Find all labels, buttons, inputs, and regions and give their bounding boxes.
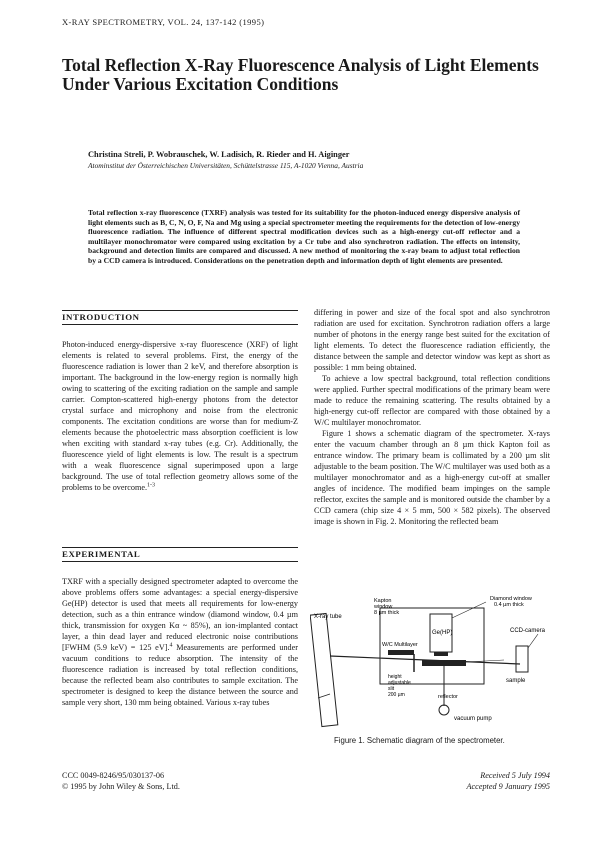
ccc-code: CCC 0049-8246/95/030137-06 — [62, 771, 165, 780]
detector-window — [434, 652, 448, 656]
multilayer-shape — [388, 650, 414, 655]
right-para-2: To achieve a low spectral background, total reflection conditions were applied. Further spectral modifications of the primary beam were made to reduce the remaining scattering. The results obtained by a high-energy cut-off reflector are compared with those obtained by a W/C multilayer monochromator. — [314, 374, 550, 427]
reflector-shape — [422, 660, 466, 666]
section-heading-experimental: EXPERIMENTAL — [62, 547, 298, 562]
left-column — [62, 310, 298, 493]
xray-tube-shape — [310, 613, 338, 726]
received-date: Received 5 July 1994 — [480, 771, 550, 780]
leader-ccd — [528, 634, 538, 648]
footer-left — [62, 770, 180, 792]
label-height-slit: height adjustable slit 200 µm — [388, 674, 411, 698]
experimental-block — [62, 547, 298, 708]
right-para-3: Figure 1 shows a schematic diagram of the spectrometer. X-rays enter the vacuum chamber through an 8 µm thick Kapton foil as entrance window. The primary beam is collimated by a 200 µm slit adjustable to the beam position. The W/C multilayer was used both as a multilayer monochromator and as a high-energy cut-off at smaller angles of incidence. The modified beam impinges on the sample reflector, excites the sample and is monitored outside the chamber by a CCD camera (chip size 4 × 5 mm, 500 × 582 pixels). The observed image is shown in Fig. 2. Monitoring the reflected beam — [314, 429, 550, 526]
introduction-body: Photon-induced energy-dispersive x-ray fluorescence (XRF) of light elements is related to several problems. First, the energy of the fluorescence radiation is lower than 2 keV, and therefore absorption is important. The background in the low-energy region is normally high owing to scattering of the exciting radiation on the sample and sample carrier. Compton-scattered high-energy photons from the detector crystal surface and microphony and noise from the electronic components. The excitation conditions are worse than for medium-Z elements because the photoelectric mass absorption coefficient is low when exciting with standard x-ray tubes (e.g. Cr). Additionally, the fluorescence yield of light elements is low. The result is a spectrum with a weak fluorescence signal superimposed upon a large background. The use of total reflection geometry allows some of the problems to be overcome. — [62, 340, 298, 492]
label-ccd-camera: CCD-camera — [510, 628, 546, 634]
right-column — [314, 307, 550, 527]
introduction-ref: 1-3 — [147, 482, 156, 489]
vacuum-pump-shape — [439, 705, 449, 715]
accepted-date: Accepted 9 January 1995 — [466, 782, 550, 791]
label-xray-tube: X-ray tube — [314, 614, 342, 620]
label-wc-multilayer: W/C Multilayer — [382, 642, 418, 648]
xray-tube-detail — [318, 694, 330, 698]
label-gehp: Ge(HP) — [432, 630, 453, 636]
label-sample: sample — [506, 678, 526, 684]
section-heading-introduction: INTRODUCTION — [62, 310, 298, 325]
figure-1-caption: Figure 1. Schematic diagram of the spectrometer. — [334, 736, 505, 745]
ccd-camera-shape — [516, 646, 528, 672]
label-diamond-window: Diamond window 0.4 µm thick — [490, 596, 532, 608]
experimental-text — [62, 576, 298, 708]
footer-right — [410, 770, 550, 792]
experimental-ref: 4 — [169, 642, 173, 649]
leader-diamond — [452, 602, 486, 618]
introduction-text — [62, 339, 298, 493]
authors: Christina Streli, P. Wobrauschek, W. Ladisich, R. Rieder and H. Aiginger — [88, 150, 350, 159]
label-vacuum-pump: vacuum pump — [454, 716, 492, 722]
right-para-1: differing in power and size of the focal spot and also synchrotron radiation are used for excitation. Synchrotron radiation offers a large number of photons in the energy range best suited for the excitation of light elements. To detect the fluorescence radiation efficiently, the distance between the sample and detector window was kept as short as possible: 1 mm being obtained. — [314, 308, 550, 372]
abstract: Total reflection x-ray fluorescence (TXRF) analysis was tested for its suitability for the photon-induced energy dispersive analysis of light elements such as B, C, N, O, F, Na and Mg using a special spectrometer meeting the requirements for the detection of low-energy fluorescence radiation. The influence of different spectral modification devices such as a high-energy cut-off reflector and a multilayer monochromator were compared using excitation by a Cr tube and also synchrotron radiation. The effects on intensity, background and detection limits are compared and discussed. A new method of monitoring the x-ray beam to adjust total reflection by a CCD camera is introduced. Considerations on the penetration depth and information depth of light elements are presented. — [88, 208, 520, 265]
experimental-body-cont: Measurements are performed under vacuum conditions to reduce absorption. The intensity of the fluorescence radiation is increased by total reflection conditions, because the reflected beam also contributes to sample excitation. The spectrometer is designed to keep the distance between the source and sample very short, 130 mm being obtained. Various x-ray tubes — [62, 643, 299, 707]
figure-1-schematic — [310, 594, 560, 732]
label-kapton: Kapton window 8 µm thick — [374, 598, 400, 616]
experimental-body: TXRF with a specially designed spectrometer adapted to overcome the above problems offers some advantages: a special energy-dispersive Ge(HP) detector is used that meets all requirements for low-energy detection, such as a thin entrance window (diamond window, 0.4 µm thick, transmission for oxygen Kα ~ 85%), an ion-implanted contact layer, a thin dead layer and reduced electronic noise contributions [FWHM (5.9 keV) = 125 eV]. — [62, 577, 298, 652]
copyright: © 1995 by John Wiley & Sons, Ltd. — [62, 782, 180, 791]
leader-sample — [466, 660, 504, 662]
running-head: X-RAY SPECTROMETRY, VOL. 24, 137-142 (1995) — [62, 17, 265, 27]
label-reflector: reflector — [438, 694, 458, 700]
article-title: Total Reflection X-Ray Fluorescence Analysis of Light Elements Under Various Excitation Conditions — [62, 55, 539, 94]
affiliation: Atominstitut der Österreichischen Universitäten, Schüttelstrasse 115, A-1020 Vienna, Austria — [88, 161, 364, 170]
